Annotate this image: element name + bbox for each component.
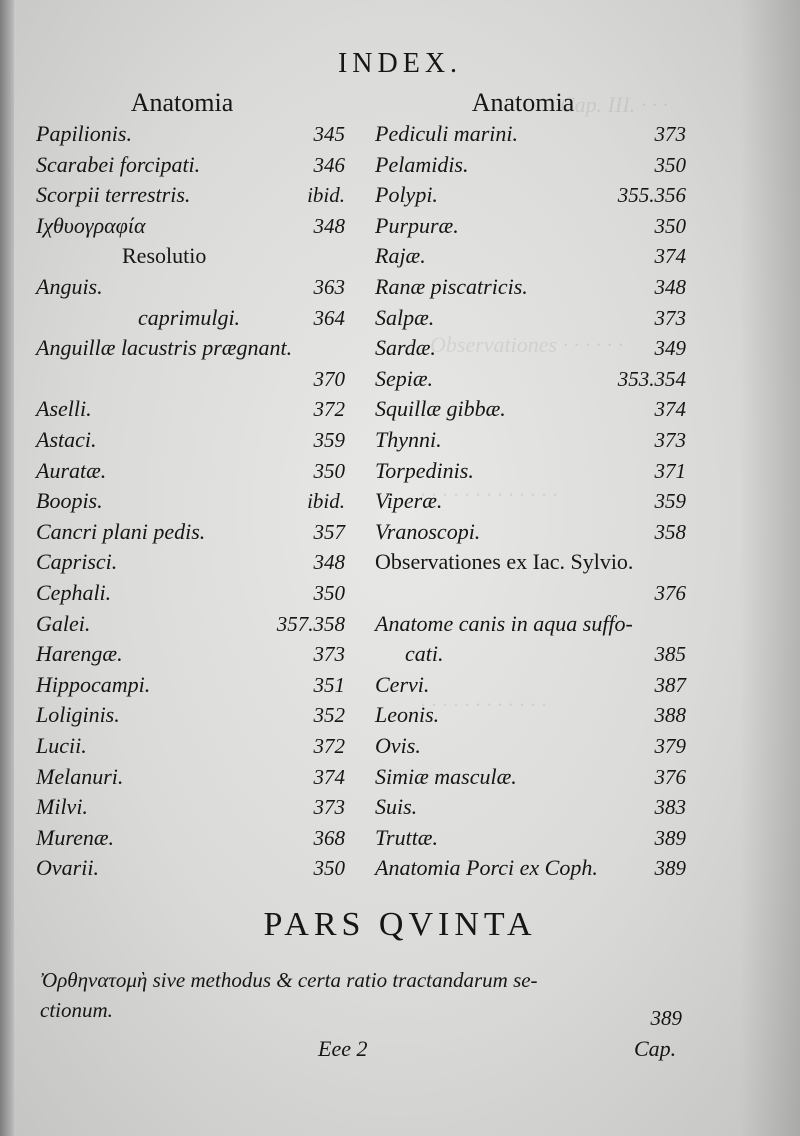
index-entry-page: 346 [313, 152, 345, 177]
index-entry-page: 373 [313, 642, 345, 667]
index-entry-label: Rajæ. [375, 243, 426, 269]
index-entry-label: Anatomia Porci ex Coph. [375, 855, 598, 881]
index-entry-page: 379 [654, 734, 686, 758]
bleed-through-text: · · · · · · · · · · · · [420, 692, 547, 717]
index-entry-page: 363 [313, 275, 345, 299]
index-entry-label: Auratæ. [36, 457, 107, 483]
index-entry-label: Murenæ. [36, 824, 115, 850]
column-heading-right: Anatomia [471, 88, 575, 117]
index-entry-label: Scorpii terrestris. [36, 182, 191, 208]
index-entry-label: Loliginis. [36, 702, 120, 728]
index-entry-page: 389 [654, 856, 686, 881]
index-entry-label: Galei. [36, 610, 91, 636]
index-entry-label: Anguillæ lacustris prægnant. [36, 335, 293, 361]
index-entry-label: Cervi. [375, 671, 430, 697]
index-entry-label: Melanuri. [36, 763, 124, 789]
index-entry-page: 350 [313, 856, 345, 881]
index-entry-page: 364 [313, 305, 345, 330]
index-entry-page: 372 [313, 734, 345, 758]
index-entry-page: 350 [654, 213, 686, 238]
index-entry-label: Pediculi marini. [375, 121, 518, 146]
index-entry-page: 352 [313, 703, 345, 728]
index-entry-page: 357 [313, 519, 345, 544]
index-entry-label: Astaci. [36, 427, 97, 452]
index-entry-page: 348 [313, 213, 345, 238]
index-entry-label: Cephali. [36, 580, 112, 605]
index-entry-page: 383 [654, 795, 686, 820]
page-edge-shadow [0, 0, 14, 1136]
index-entry-page: 350 [654, 152, 686, 177]
index-entry-label: Aselli. [36, 396, 92, 422]
index-entry-page: 348 [654, 275, 686, 299]
bleed-through-text: Cap. III. · · · [560, 92, 669, 117]
index-entry-label: Scarabei forcipati. [36, 151, 201, 177]
index-entry-page: 351 [313, 672, 345, 697]
index-entry-page: 388 [654, 703, 686, 728]
index-entry-label: Purpuræ. [375, 212, 459, 238]
index-entry-label: Ovis. [375, 733, 421, 758]
page-title: INDEX. [337, 48, 463, 79]
index-entry-label: Sepiæ. [375, 365, 434, 391]
index-entry-page: 355.356 [617, 183, 686, 208]
index-entry-page: 389 [654, 825, 686, 850]
section-entry-line: ctionum. [40, 998, 113, 1022]
index-entry-page: 353.354 [617, 366, 686, 391]
index-entry-page: 374 [313, 764, 345, 789]
index-entry-page: 358 [654, 519, 686, 544]
index-entry-label: Ιχθυογραφία [36, 212, 146, 238]
index-entry-label: Ovarii. [36, 855, 99, 881]
index-entry-page: 357.358 [276, 611, 345, 636]
index-entry-page: 373 [654, 122, 686, 146]
index-entry-label: Resolutio [122, 243, 207, 269]
bleed-through-text: Observationes · · · · · · [430, 332, 624, 357]
section-entry-page: 389 [650, 1006, 682, 1030]
catchword: Cap. [634, 1036, 677, 1061]
index-entry-label: Caprisci. [36, 549, 118, 575]
index-entry-page: 349 [654, 336, 686, 361]
index-entry-label: Salpæ. [375, 304, 435, 330]
index-entry-page: 370 [313, 366, 345, 391]
index-entry-label: Vranoscopi. [375, 518, 481, 544]
index-entry-label: caprimulgi. [138, 304, 241, 330]
index-entry-label: Anguis. [36, 274, 103, 299]
column-heading-left: Anatomia [130, 88, 234, 117]
page-gutter-shadow [740, 0, 800, 1136]
index-entry-page: 359 [313, 428, 345, 452]
index-entry-page: 376 [654, 581, 686, 605]
index-entry-page: ibid. [307, 489, 345, 514]
index-entry-page: 387 [654, 672, 686, 697]
index-entry-label: Sardæ. [375, 335, 436, 361]
index-entry-page: 348 [313, 550, 345, 575]
index-entry-label: Papilionis. [36, 121, 132, 146]
index-entry-page: 373 [654, 428, 686, 452]
index-entry-label: Viperæ. [375, 488, 443, 514]
index-entry-label: Polypi. [375, 182, 438, 208]
index-entry-label: Thynni. [375, 427, 442, 452]
index-entry-page: 376 [654, 764, 686, 789]
index-entry-page: 374 [654, 397, 686, 422]
section-heading: PARS QVINTA [263, 906, 537, 943]
index-entry-page: 345 [313, 122, 345, 146]
index-entry-page: 371 [654, 458, 686, 483]
signature-mark: Eee 2 [318, 1036, 368, 1061]
section-entry [40, 965, 682, 1030]
index-entry-label: Simiæ masculæ. [375, 763, 517, 789]
section-entry-line: Ὀρθηνατομὴ sive methodus & certa ratio tractandarum se- [40, 968, 538, 992]
index-entry-label: Anatome canis in aqua suffo- [375, 610, 633, 636]
index-entry-label: Observationes ex Iac. Sylvio. [375, 549, 634, 575]
index-entry-label: Boopis. [36, 488, 103, 514]
index-entry-label: Pelamidis. [375, 151, 469, 177]
index-entry-label: Cancri plani pedis. [36, 518, 206, 544]
index-entry-page: 359 [654, 489, 686, 514]
index-entry-label: Harengæ. [36, 641, 123, 667]
index-entry-page: 368 [313, 825, 345, 850]
index-entry-page: 373 [654, 305, 686, 330]
index-entry-label: Truttæ. [375, 824, 438, 850]
index-entry-page: ibid. [307, 183, 345, 208]
index-entry-label: Hippocampi. [36, 671, 151, 697]
index-entry-label: Squillæ gibbæ. [375, 396, 506, 422]
index-entry-label: Milvi. [36, 794, 88, 820]
index-entry-page: 350 [313, 581, 345, 605]
index-entry-page: 372 [313, 397, 345, 422]
index-entry-page: 385 [654, 642, 686, 667]
index-entry-label: Ranæ piscatricis. [375, 274, 528, 299]
index-entry-page: 374 [654, 244, 686, 269]
index-entry-page: 350 [313, 458, 345, 483]
index-entry-label: Torpedinis. [375, 457, 474, 483]
bleed-through-text: · · · · · · · · · · · · · [420, 482, 558, 507]
index-entry-label: Lucii. [36, 733, 87, 758]
index-entry-label: Suis. [375, 794, 418, 820]
index-entry-page: 373 [313, 795, 345, 820]
index-entry-label: Leonis. [375, 702, 440, 728]
index-entry-label: cati. [405, 641, 444, 667]
